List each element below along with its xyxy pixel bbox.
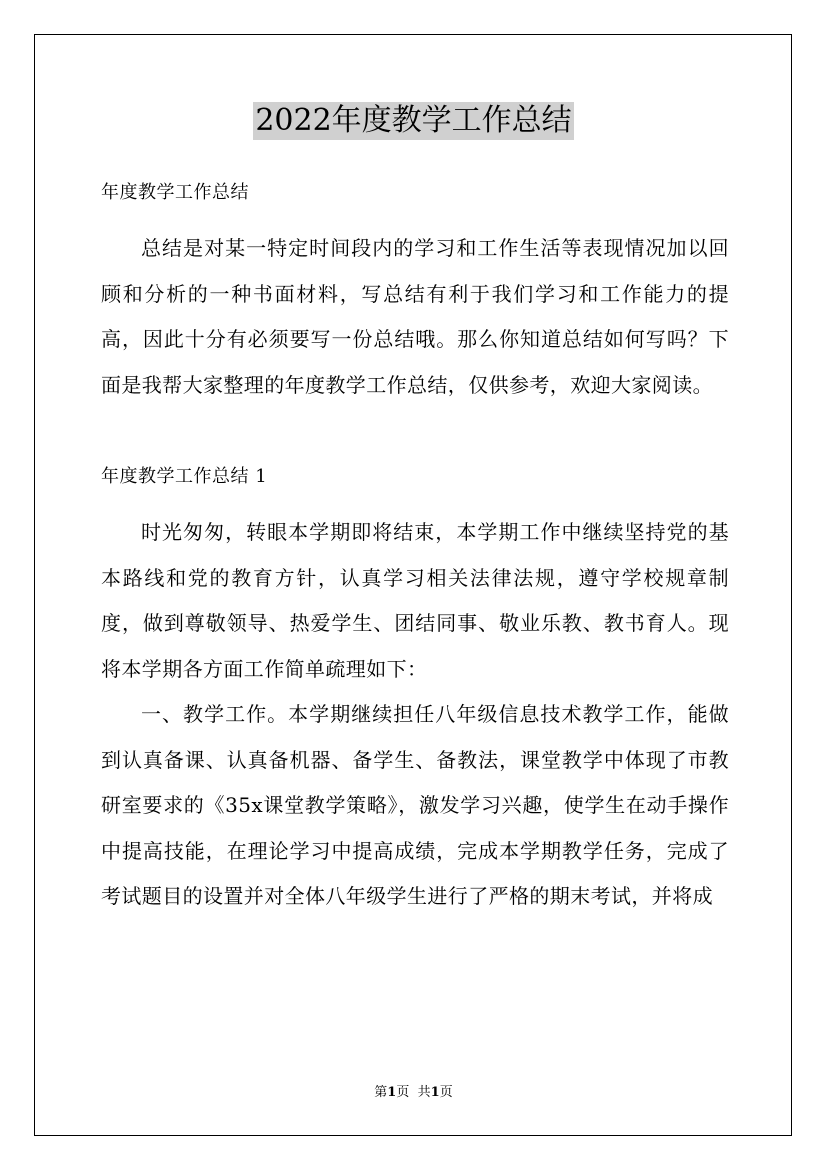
document-body [101, 170, 729, 920]
page-total-number: 1 [430, 1085, 440, 1100]
total-label-suffix: 页 [439, 1085, 453, 1100]
section-paragraph-2: 一、教学工作。本学期继续担任八年级信息技术教学工作，能做到认真备课、认真备机器、备学生、备教法，课堂教学中体现了市教研室要求的《35x课堂教学策略》，激发学习兴趣，使学生在动手操作中提高技能，在理论学习中提高成绩，完成本学期教学任务，完成了考试题目的设置并对全体八年级学生进行了严格的期末考试，并将成 [101, 702, 729, 908]
title-container [0, 102, 827, 140]
page-label-suffix: 页 [396, 1085, 410, 1100]
spacer [101, 216, 729, 226]
intro-paragraph: 总结是对某一特定时间段内的学习和工作生活等表现情况加以回顾和分析的一种书面材料，写总结有利于我们学习和工作能力的提高，因此十分有必须要写一份总结哦。那么你知道总结如何写吗？下面是我帮大家整理的年度教学工作总结，仅供参考，欢迎大家阅读。 [101, 236, 729, 397]
section-heading: 年度教学工作总结 1 [101, 466, 268, 487]
page-footer [0, 1084, 827, 1102]
page-label-prefix: 第 [374, 1085, 388, 1100]
subheading: 年度教学工作总结 [101, 182, 249, 203]
document-title: 2022年度教学工作总结 [255, 103, 572, 138]
spacer [101, 408, 729, 454]
total-label-prefix: 共 [417, 1085, 431, 1100]
spacer [101, 500, 729, 510]
page-current-number: 1 [387, 1085, 397, 1100]
section-paragraph-1: 时光匆匆，转眼本学期即将结束，本学期工作中继续坚持党的基本路线和党的教育方针，认真学习相关法律法规，遵守学校规章制度，做到尊敬领导、热爱学生、团结同事、敬业乐教、教书育人。现将本学期各方面工作简单疏理如下： [101, 520, 729, 681]
